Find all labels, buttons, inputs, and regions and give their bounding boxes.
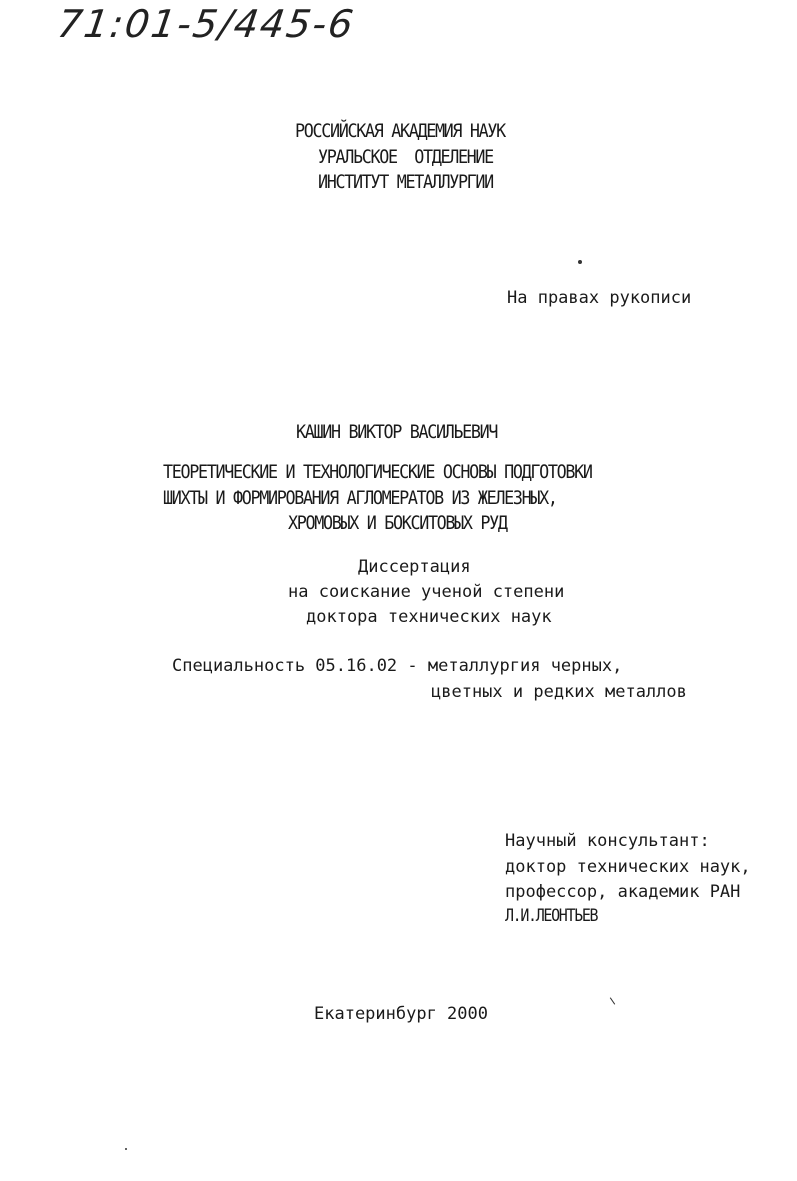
header-branch: УРАЛЬСКОЕ ОТДЕЛЕНИЕ (318, 146, 493, 168)
dissertation-degree: на соискание ученой степени (288, 582, 565, 602)
dissertation-field: доктора технических наук (306, 607, 552, 627)
title-line-3: ХРОМОВЫХ И БОКСИТОВЫХ РУД (288, 512, 507, 534)
title-line-1: ТЕОРЕТИЧЕСКИЕ И ТЕХНОЛОГИЧЕСКИЕ ОСНОВЫ ПОДГОТОВКИ (163, 461, 592, 483)
consultant-label: Научный консультант: (505, 831, 710, 851)
dissertation-label: Диссертация (358, 557, 471, 577)
author-name: КАШИН ВИКТОР ВАСИЛЬЕВИЧ (296, 421, 498, 443)
header-institute: ИНСТИТУТ МЕТАЛЛУРГИИ (318, 171, 493, 193)
scan-speck (610, 997, 615, 1004)
title-line-2: ШИХТЫ И ФОРМИРОВАНИЯ АГЛОМЕРАТОВ ИЗ ЖЕЛЕЗНЫХ, (163, 487, 557, 509)
specialty-line-2: цветных и редких металлов (431, 682, 687, 702)
specialty-line-1: Специальность 05.16.02 - металлургия черных, (172, 656, 623, 676)
scan-speck (578, 260, 582, 264)
consultant-name: Л.И.ЛЕОНТЬЕВ (505, 906, 598, 926)
scan-speck (125, 1148, 127, 1150)
header-academy: РОССИЙСКАЯ АКАДЕМИЯ НАУК (295, 120, 505, 142)
archive-number-handwritten: 71:01-5/445-6 (54, 2, 358, 46)
consultant-degree: доктор технических наук, (505, 857, 751, 877)
city-year: Екатеринбург 2000 (314, 1004, 488, 1024)
manuscript-rights: На правах рукописи (507, 288, 692, 308)
consultant-title: профессор, академик РАН (505, 882, 741, 902)
